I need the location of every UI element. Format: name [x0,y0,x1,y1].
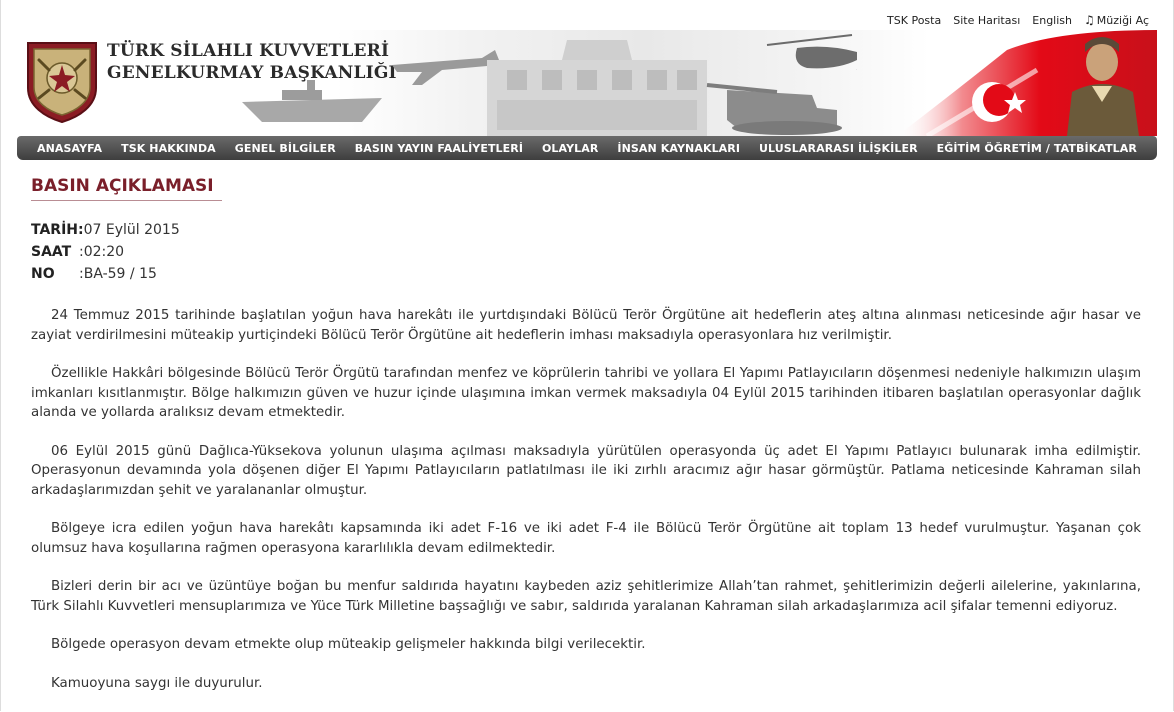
press-release-meta [31,219,180,285]
number-label: NO [31,266,55,282]
meta-number-row [31,263,180,285]
time-label: SAAT [31,244,72,260]
body-paragraph: Bizleri derin bir acı ve üzüntüye boğan bu menfur saldırıda hayatını kaybeden aziz şehitlerimize Allah’tan rahmet, şehitlerimizin değerli ailelerine, yakınlarına, Türk Silahlı Kuvvetleri mensuplarımıza ve Yüce Türk Milletine başsağlığı ve sabır, saldırıda yaralanan Kahraman silah arkadaşlarımıza acil şifalar temenni ediyoruz. [31,579,1141,614]
meta-date-row [31,219,180,241]
page-title: BASIN AÇIKLAMASI [31,176,222,201]
brand-line-2: GENELKURMAY BAŞKANLIĞI [107,63,397,83]
body-paragraph: Bölgede operasyon devam etmekte olup müteakip gelişmeler hakkında bilgi verilecektir. [51,637,646,652]
nav-item-uluslararasi-iliskiler[interactable]: ULUSLARARASI İLİŞKİLER [759,141,918,155]
meta-time-row [31,241,180,263]
nav-item-anasayfa[interactable]: ANASAYFA [37,141,103,155]
military-silhouettes-image [237,30,857,136]
nav-item-insan-kaynaklari[interactable]: İNSAN KAYNAKLARI [617,141,741,155]
music-toggle-link[interactable] [1084,13,1149,27]
music-note-icon: ♫ [1084,13,1095,27]
brand-line-1: TÜRK SİLAHLI KUVVETLERİ [107,41,390,61]
nav-item-egitim-ogretim[interactable]: EĞİTİM ÖĞRETİM / TATBİKATLAR [936,141,1137,155]
nav-item-olaylar[interactable]: OLAYLAR [541,141,599,155]
english-link[interactable]: English [1032,13,1073,27]
header-banner [17,30,1157,136]
tsk-emblem-icon[interactable] [25,40,99,124]
press-release-body [31,306,1141,712]
turkish-flag-portrait-image [897,30,1157,136]
nav-item-genel-bilgiler[interactable]: GENEL BİLGİLER [234,141,336,155]
body-paragraph: Özellikle Hakkâri bölgesinde Bölücü Terör Örgütü tarafından menfez ve köprülerin tahribi ve yollara El Yapımı Patlayıcıların döşenmesi nedeniyle halkımızın ulaşım imkanları kısıtlanmıştır. Bölge halkımızın güven ve huzur içinde ulaşımına imkan vermek maksadıyla 04 Eylül 2015 tarihinden itibaren başlatılan operasyonlar dağlık alanda ve yollarda aralıksız devam etmektedir. [31,366,1141,420]
body-paragraph: Bölgeye icra edilen yoğun hava harekâtı kapsamında iki adet F-16 ve iki adet F-4 ile Bölücü Terör Örgütüne ait toplam 13 hedef vurulmuştur. Yaşanan çok olumsuz hava koşullarına rağmen operasyona kararlılıkla devam edilmektedir. [31,521,1141,556]
main-navigation [17,136,1157,160]
time-value: :02:20 [79,244,125,260]
number-value: :BA-59 / 15 [79,266,157,282]
body-paragraph: 24 Temmuz 2015 tarihinde başlatılan yoğun hava harekâtı ile yurtdışındaki Bölücü Terör Örgütüne ait hedeflerin ateş altına alınması neticesinde ağır hasar ve zayiat verdirilmesini müteakip yurtiçindeki Bölücü Terör Örgütüne ait hedeflerin imhası maksadıyla operasyonlara hız verilmiştir. [31,308,1141,343]
tsk-posta-link[interactable]: TSK Posta [887,13,942,27]
body-paragraph: 06 Eylül 2015 günü Dağlıca-Yüksekova yolunun ulaşıma açılması maksadıyla yürütülen operasyonda üç adet El Yapımı Patlayıcı bulunarak imha edilmiştir. Operasyonun devamında yola döşenen diğer El Yapımı Patlayıcıların patlatılması ile iki zırhlı aracımız ağır hasar görmüştür. Patlama neticesinde Kahraman silah arkadaşlarımızdan şehit ve yaralananlar olmuştur. [31,443,1141,498]
body-paragraph: Kamuoyuna saygı ile duyurulur. [51,675,263,691]
site-map-link[interactable]: Site Haritası [953,13,1021,27]
date-label: TARİH: [31,222,84,238]
nav-item-basin-yayin[interactable]: BASIN YAYIN FAALİYETLERİ [354,141,524,155]
top-links [887,13,1149,27]
nav-item-tsk-hakkinda[interactable]: TSK HAKKINDA [121,141,216,155]
date-value: 07 Eylül 2015 [83,222,180,238]
music-toggle-label: Müziği Aç [1096,13,1149,27]
